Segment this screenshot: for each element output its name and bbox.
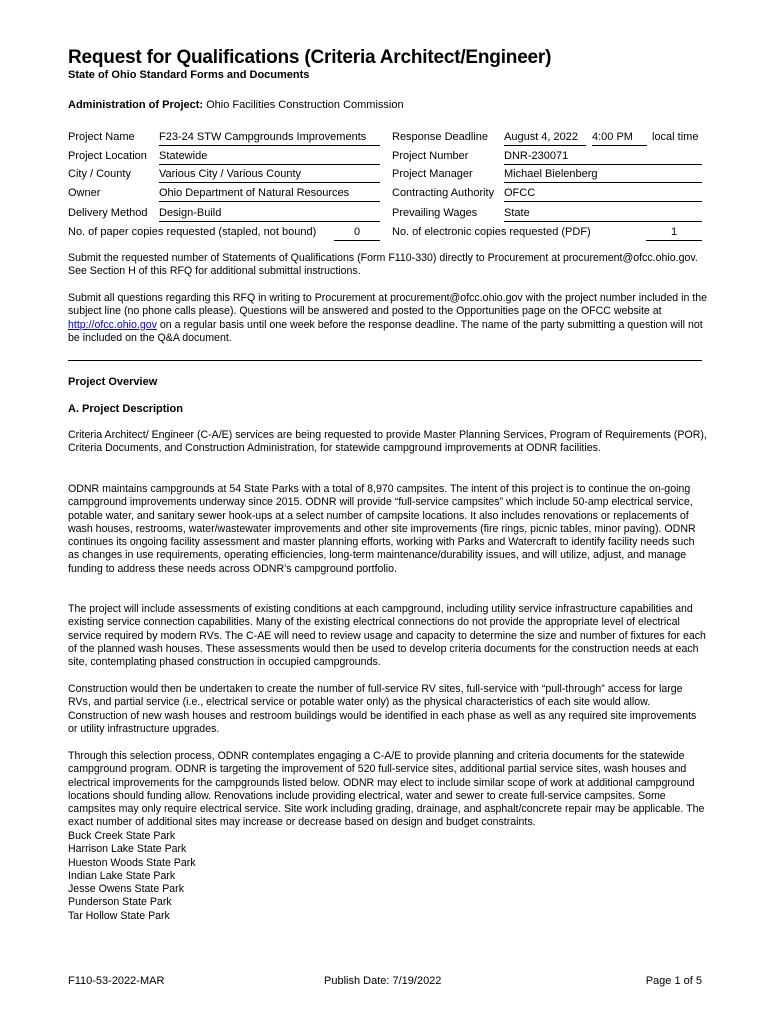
electronic-copies-value: 1 — [646, 226, 702, 241]
footer-form-number: F110-53-2022-MAR — [68, 975, 165, 987]
project-manager-label: Project Manager — [392, 168, 473, 180]
overview-paragraph-text: Through this selection process, ODNR contemplates engaging a C-A/E to provide planning and criteria documents for the statewide campground program. ODNR is targeting the improvement of 520 full-service sites, additional partial service sites, wash houses and electrical improvements for the campgrounds listed below. ODNR may elect to include similar scope of work at additional campground locations should funding allow. Renovations include providing electrical, water and sewer to create full-service campsites. Some campsites may only require electrical service. Site work including grading, drainage, and asphalt/concrete repair may be applicable. The exact number of additional sites may increase or decrease based on design and budget constraints. — [68, 750, 705, 829]
project-name-label: Project Name — [68, 131, 135, 143]
questions-text-before-link: Submit all questions regarding this RFQ in writing to Procurement at procurement@ofcc.ohio.gov with the project number included in the subject line (no phone calls please). Questions will be answered and posted to the Opportunities page on the OFCC website at — [68, 292, 708, 318]
paper-copies-label: No. of paper copies requested (stapled, not bound) — [68, 226, 317, 238]
list-item: Punderson State Park — [68, 896, 172, 909]
project-manager-value: Michael Bielenberg — [504, 168, 702, 183]
document-subtitle: State of Ohio Standard Forms and Documents — [68, 69, 310, 81]
overview-paragraph — [68, 683, 708, 736]
list-item: Tar Hollow State Park — [68, 909, 170, 922]
delivery-method-label: Delivery Method — [68, 207, 148, 219]
delivery-method-value: Design-Build — [159, 207, 380, 222]
footer-page-number: Page 1 of 5 — [645, 975, 702, 987]
owner-value: Ohio Department of Natural Resources — [159, 187, 380, 202]
list-item: Indian Lake State Park — [68, 869, 176, 882]
project-number-value: DNR-230071 — [504, 150, 702, 165]
overview-paragraph — [68, 603, 708, 669]
response-deadline-label: Response Deadline — [392, 131, 489, 143]
footer-publish-date: Publish Date: 7/19/2022 — [324, 975, 442, 987]
questions-instructions — [68, 292, 708, 345]
project-description-heading: A. Project Description — [68, 403, 183, 415]
list-item: Buck Creek State Park — [68, 830, 176, 842]
submission-text: Submit the requested number of Statements of Qualifications (Form F110-330) directly to Procurement at procurement@ofcc.ohio.gov. See Section H of this RFQ for additional submittal instructions. — [68, 252, 698, 278]
paper-copies-value: 0 — [334, 226, 380, 241]
city-county-label: City / County — [68, 168, 131, 180]
project-overview-heading: Project Overview — [68, 376, 158, 388]
prevailing-wages-label: Prevailing Wages — [392, 207, 478, 219]
ofcc-website-link[interactable]: http://ofcc.ohio.gov — [68, 318, 157, 331]
prevailing-wages-value: State — [504, 207, 702, 222]
contracting-authority-label: Contracting Authority — [392, 187, 495, 199]
electronic-copies-label: No. of electronic copies requested (PDF) — [392, 226, 591, 238]
project-number-label: Project Number — [392, 150, 469, 162]
contracting-authority-value: OFCC — [504, 187, 702, 202]
administration-label: Administration of Project: — [68, 99, 204, 111]
section-divider — [68, 360, 702, 361]
questions-text-after-link: on a regular basis until one week before the response deadline. The name of the party submitting a question will not be included on the Q&A document. — [68, 318, 703, 344]
list-item: Jesse Owens State Park — [68, 883, 184, 896]
overview-paragraph-text: ODNR maintains campgrounds at 54 State Parks with a total of 8,970 campsites. The intent of this project is to continue the on-going campground improvements underway since 2015. ODNR will provide “full-service campsites” which include 50-amp electrical service, potable water, and sanitary sewer hook-ups at a select number of campsite locations. It also includes renovations or replacements of wash houses, restrooms, water/wastewater improvements and other site improvements (fire rings, picnic tables, minor paving). ODNR continues its ongoing facility assessment and master planning efforts, working with Parks and Watercraft to identify facility needs such as changes in use requirements, operating efficiencies, long-term maintenance/durability issues, and will utilize, adjust, and manage funding to address these needs across ODNR’s campground portfolio. — [68, 483, 696, 575]
administration-value: Ohio Facilities Construction Commission — [206, 99, 404, 111]
document-title: Request for Qualifications (Criteria Architect/Engineer) — [68, 47, 552, 68]
project-location-label: Project Location — [68, 150, 147, 162]
administration-line — [68, 99, 404, 111]
response-deadline-timezone: local time — [652, 131, 699, 143]
submission-instructions — [68, 252, 708, 279]
project-location-value: Statewide — [159, 150, 380, 165]
response-deadline-date: August 4, 2022 — [504, 131, 586, 146]
overview-paragraph — [68, 750, 708, 830]
overview-paragraph — [68, 483, 708, 576]
overview-paragraph-text: Construction would then be undertaken to create the number of full-service RV sites, full-service with “pull-through” access for large RVs, and partial service (i.e., electrical service or potable water only) as the physical characteristics of each site would allow. Construction of new wash houses and restroom buildings would be identified in each phase as well as any required site improvements or utility infrastructure upgrades. — [68, 683, 697, 735]
response-deadline-time: 4:00 PM — [592, 131, 647, 146]
list-item: Harrison Lake State Park — [68, 843, 187, 856]
overview-paragraph — [68, 429, 708, 456]
overview-paragraph-text: The project will include assessments of existing conditions at each campground, including utility service infrastructure capabilities and existing service connection capabilities. Many of the existing electrical connections do not provide the appropriate level of electrical service required by modern RVs. The C-AE will need to review usage and capacity to determine the size and number of fixtures for each of the planned wash houses. These assessments would then be used to develop criteria documents for the construction needs at each site, contemplating phased construction in occupied campgrounds. — [68, 603, 706, 669]
overview-paragraph-text: Criteria Architect/ Engineer (C-A/E) services are being requested to provide Master Planning Services, Program of Requirements (POR), Criteria Documents, and Construction Administration, for statewide campground improvements at ODNR facilities. — [68, 429, 707, 455]
state-parks-list — [68, 830, 196, 923]
project-name-value: F23-24 STW Campgrounds Improvements — [159, 131, 380, 146]
questions-text — [68, 292, 708, 345]
owner-label: Owner — [68, 187, 101, 199]
list-item: Hueston Woods State Park — [68, 856, 196, 869]
city-county-value: Various City / Various County — [159, 168, 380, 183]
